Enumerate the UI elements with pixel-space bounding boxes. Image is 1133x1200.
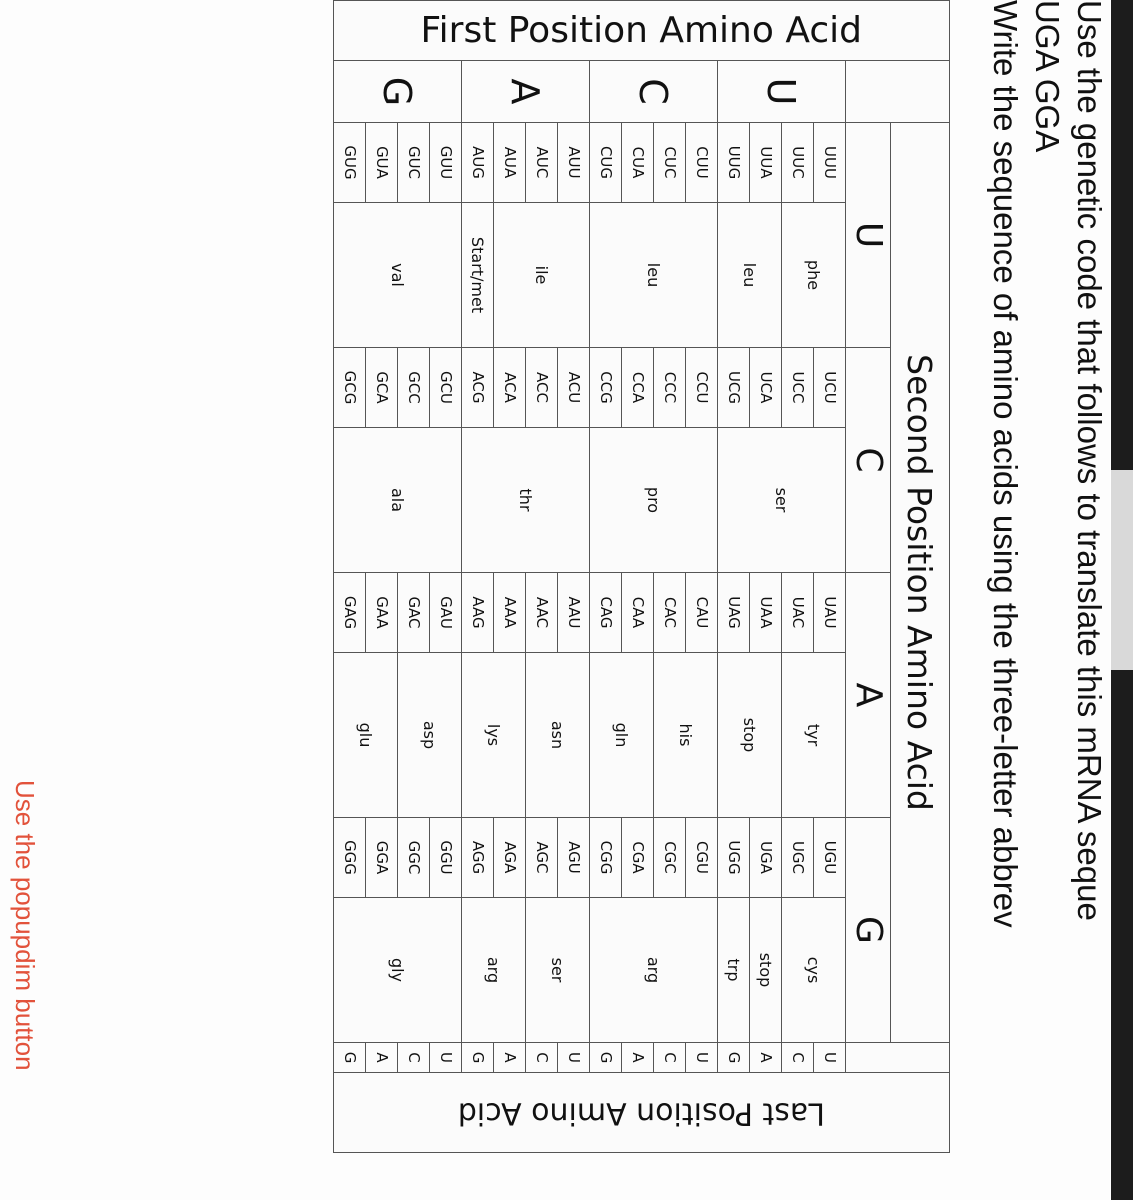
popup-hint-text: Use the popupdim button — [10, 780, 40, 1071]
last-letter-cell: U — [686, 1043, 718, 1073]
codon-cell: UAA — [750, 573, 782, 653]
amino-acid-trp: trp — [718, 898, 750, 1043]
amino-acid-start-met: Start/met — [462, 203, 494, 348]
last-letter-cell: C — [398, 1043, 430, 1073]
codon-cell: UCG — [718, 348, 750, 428]
last-letter-cell: A — [494, 1043, 526, 1073]
codon-cell: UUA — [750, 123, 782, 203]
codon-cell: GCA — [366, 348, 398, 428]
codon-cell: GAU — [430, 573, 462, 653]
codon-cell: CGG — [590, 818, 622, 898]
codon-cell: CGU — [686, 818, 718, 898]
second-letter-a: A — [846, 573, 891, 818]
amino-acid-gly: gly — [334, 898, 462, 1043]
amino-acid-stop: stop — [718, 653, 782, 818]
last-letter-cell: G — [718, 1043, 750, 1073]
codon-cell: CCC — [654, 348, 686, 428]
instruction-line-1: Use the genetic code that follows to translate this mRNA seque — [1071, 0, 1108, 921]
codon-cell: ACC — [526, 348, 558, 428]
codon-cell: UGU — [814, 818, 846, 898]
amino-acid-val: val — [334, 203, 462, 348]
last-letter-cell: U — [430, 1043, 462, 1073]
amino-acid-leu: leu — [718, 203, 782, 348]
codon-cell: UUC — [782, 123, 814, 203]
amino-acid-gln: gln — [590, 653, 654, 818]
last-letter-cell: U — [558, 1043, 590, 1073]
first-letter-c: C — [590, 61, 718, 123]
first-letter-a: A — [462, 61, 590, 123]
last-letter-cell: U — [814, 1043, 846, 1073]
amino-acid-lys: lys — [462, 653, 526, 818]
last-corner-cell — [846, 1043, 950, 1073]
amino-acid-ser: ser — [718, 428, 846, 573]
last-letter-cell: C — [654, 1043, 686, 1073]
codon-cell: UCC — [782, 348, 814, 428]
codon-cell: AAG — [462, 573, 494, 653]
first-position-title: First Position Amino Acid — [420, 9, 863, 51]
codon-cell: UAG — [718, 573, 750, 653]
genetic-code-table — [333, 0, 950, 1153]
second-letter-c: C — [846, 348, 891, 573]
last-letter-cell: G — [334, 1043, 366, 1073]
monitor-bezel-highlight — [1111, 470, 1133, 670]
codon-cell: AGC — [526, 818, 558, 898]
last-letter-cell: A — [750, 1043, 782, 1073]
codon-cell: GAG — [334, 573, 366, 653]
amino-acid-asp: asp — [398, 653, 462, 818]
second-position-title: Second Position Amino Acid — [891, 123, 950, 1043]
codon-cell: GCU — [430, 348, 462, 428]
codon-cell: AUC — [526, 123, 558, 203]
codon-cell: CCA — [622, 348, 654, 428]
codon-cell: AAC — [526, 573, 558, 653]
codon-cell: GGG — [334, 818, 366, 898]
codon-cell: UCU — [814, 348, 846, 428]
codon-cell: UCA — [750, 348, 782, 428]
codon-cell: AGG — [462, 818, 494, 898]
codon-cell: CAA — [622, 573, 654, 653]
amino-acid-ile: ile — [494, 203, 590, 348]
codon-cell: CAU — [686, 573, 718, 653]
codon-cell: AGU — [558, 818, 590, 898]
codon-cell: AUG — [462, 123, 494, 203]
second-letter-u: U — [846, 123, 891, 348]
codon-cell: UGC — [782, 818, 814, 898]
amino-acid-tyr: tyr — [782, 653, 846, 818]
codon-cell: CCG — [590, 348, 622, 428]
first-letter-g: G — [334, 61, 462, 123]
codon-cell: CAG — [590, 573, 622, 653]
amino-acid-phe: phe — [782, 203, 846, 348]
last-letter-cell: C — [526, 1043, 558, 1073]
last-letter-cell: G — [462, 1043, 494, 1073]
amino-acid-arg: arg — [590, 898, 718, 1043]
codon-cell: GUU — [430, 123, 462, 203]
last-position-title-cell — [334, 1073, 950, 1153]
amino-acid-leu: leu — [590, 203, 718, 348]
codon-cell: AUA — [494, 123, 526, 203]
last-letter-cell: A — [622, 1043, 654, 1073]
last-letter-cell: C — [782, 1043, 814, 1073]
codon-cell: CUA — [622, 123, 654, 203]
instruction-line-3: Write the sequence of amino acids using the three-letter abbrev — [987, 0, 1024, 928]
codon-cell: CUU — [686, 123, 718, 203]
codon-cell: AAU — [558, 573, 590, 653]
codon-cell: GAC — [398, 573, 430, 653]
codon-cell: CUC — [654, 123, 686, 203]
codon-cell: GUG — [334, 123, 366, 203]
codon-cell: CGC — [654, 818, 686, 898]
second-letter-g: G — [846, 818, 891, 1043]
codon-cell: UGA — [750, 818, 782, 898]
codon-cell: CCU — [686, 348, 718, 428]
codon-cell: CGA — [622, 818, 654, 898]
codon-cell: GCG — [334, 348, 366, 428]
codon-cell: GUA — [366, 123, 398, 203]
codon-cell: GGC — [398, 818, 430, 898]
amino-acid-cys: cys — [782, 898, 846, 1043]
codon-cell: GGU — [430, 818, 462, 898]
amino-acid-stop-g: stop — [750, 898, 782, 1043]
first-position-title-cell — [334, 1, 950, 61]
codon-cell: GUC — [398, 123, 430, 203]
codon-cell: ACA — [494, 348, 526, 428]
instruction-line-2: UGA GGA — [1029, 0, 1066, 153]
last-position-title: Last Position Amino Acid — [457, 1095, 826, 1131]
amino-acid-thr: thr — [462, 428, 590, 573]
corner-cell — [846, 61, 950, 123]
codon-cell: UAU — [814, 573, 846, 653]
last-letter-cell: A — [366, 1043, 398, 1073]
codon-cell: GCC — [398, 348, 430, 428]
codon-cell: CUG — [590, 123, 622, 203]
codon-cell: UUU — [814, 123, 846, 203]
last-letter-cell: G — [590, 1043, 622, 1073]
amino-acid-his: his — [654, 653, 718, 818]
codon-cell: UUG — [718, 123, 750, 203]
codon-cell: UAC — [782, 573, 814, 653]
first-letter-u: U — [718, 61, 846, 123]
amino-acid-ala: ala — [334, 428, 462, 573]
codon-cell: ACU — [558, 348, 590, 428]
codon-cell: CAC — [654, 573, 686, 653]
codon-cell: ACG — [462, 348, 494, 428]
codon-cell: GAA — [366, 573, 398, 653]
codon-cell: AGA — [494, 818, 526, 898]
codon-cell: AUU — [558, 123, 590, 203]
amino-acid-pro: pro — [590, 428, 718, 573]
amino-acid-glu: glu — [334, 653, 398, 818]
amino-acid-arg: arg — [462, 898, 526, 1043]
codon-cell: AAA — [494, 573, 526, 653]
amino-acid-ser: ser — [526, 898, 590, 1043]
codon-cell: GGA — [366, 818, 398, 898]
codon-cell: UGG — [718, 818, 750, 898]
amino-acid-asn: asn — [526, 653, 590, 818]
